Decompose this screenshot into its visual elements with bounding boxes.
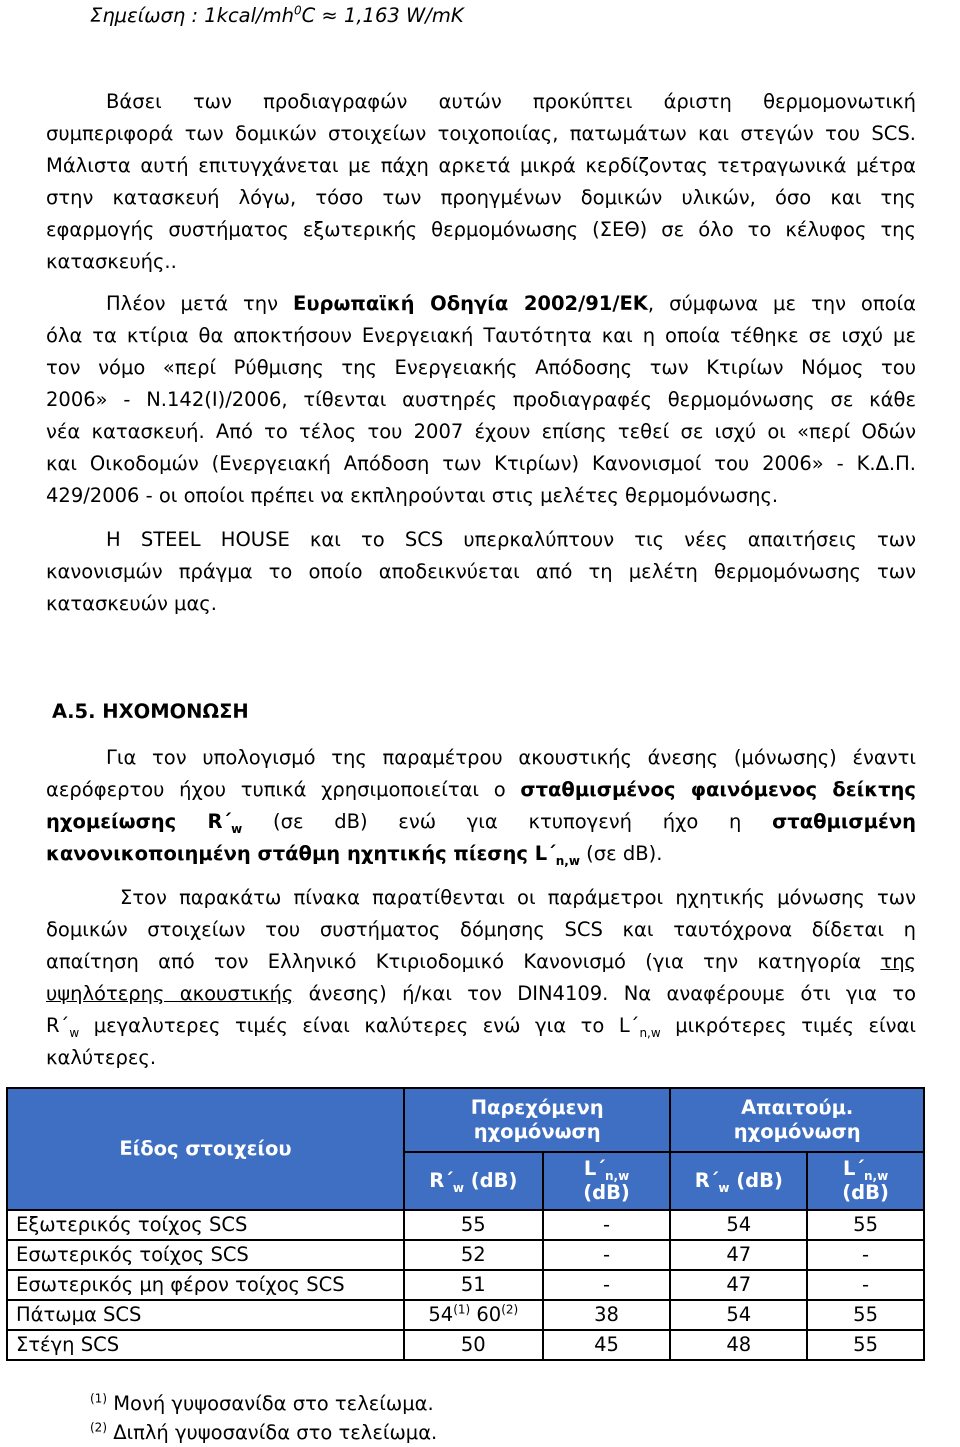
para2-line3: τον νόμο «περί Ρύθμισης της Ενεργειακής Απόδοσης των Κτιρίων Νόμος του	[46, 356, 916, 379]
section-heading: Α.5. ΗΧΟΜΟΝΩΣΗ	[52, 700, 249, 723]
para2-line5: νέα κατασκευή. Από το τέλος του 2007 έχουν επίσης τεθεί σε ισχύ οι «περί Οδών	[46, 420, 916, 443]
header-required: Απαιτούμ. ηχομόνωση	[670, 1088, 924, 1152]
header-provided-lnw: $L΄_{n,w}$ (dB)	[543, 1152, 671, 1210]
para5-line4: υψηλότερης ακουστικής άνεσης) ή/και τον DIN4109. Να αναφέρουμε ότι για το	[46, 982, 916, 1005]
header-provided: Παρεχόμενη ηχομόνωση	[404, 1088, 671, 1152]
para2-line4: 2006» - Ν.142(Ι)/2006, τίθενται αυστηρές προδιαγραφές θερμομόνωσης σε κάθε	[46, 388, 916, 411]
para5-line6: καλύτερες.	[46, 1046, 157, 1069]
para5-line1: Στον παρακάτω πίνακα παρατίθενται οι παράμετροι ηχητικής μόνωσης των	[120, 886, 916, 909]
footnote-2: $^{(2)}$ Διπλή γυψοσανίδα στο τελείωμα.	[90, 1420, 438, 1444]
table-row: Εξωτερικός τοίχος SCS 55 - 54 55	[7, 1210, 924, 1240]
table-row: Πάτωμα SCS 54$^{(1)}$ 60$^{(2)}$ 38 54 55	[7, 1300, 924, 1330]
para1-line4: στην κατασκευή λόγω, τόσο των προηγμένων δομικών υλικών, όσο και της	[46, 186, 916, 209]
sound-insulation-table	[6, 1087, 925, 1361]
para5-line3: απαίτηση από τον Ελληνικό Κτιριοδομικό Κανονισμό (για την κατηγορία της	[46, 950, 916, 973]
footnote-1: $^{(1)}$ Μονή γυψοσανίδα στο τελείωμα.	[90, 1391, 434, 1415]
para1-line1: Βάσει των προδιαγραφών αυτών προκύπτει άριστη θερμομονωτική	[106, 90, 916, 113]
para1-line3: Μάλιστα αυτή επιτυγχάνεται με πάχη αρκετά μικρά κερδίζοντας τετραγωνικά μέτρα	[46, 154, 916, 177]
para4-line1: Για τον υπολογισμό της παραμέτρου ακουστικής άνεσης (μόνωσης) έναντι	[106, 746, 916, 769]
para3-line3: κατασκευών μας.	[46, 592, 217, 615]
header-required-lnw: $L΄_{n,w}$ (dB)	[807, 1152, 924, 1210]
para5-line2: δομικών στοιχείων του συστήματος δόμησης SCS και ταυτόχρονα δίδεται η	[46, 918, 916, 941]
para4-line3: ηχομείωσης $R΄_w$ (σε dB) ενώ για κτυπογενή ήχο η σταθμισμένη	[46, 810, 916, 836]
para1-line2: συμπεριφορά των δομικών στοιχείων τοιχοποιίας, πατωμάτων και στεγών του SCS.	[46, 122, 916, 145]
para3-line1: Η STEEL HOUSE και το SCS υπερκαλύπτουν τις νέες απαιτήσεις των	[106, 528, 916, 551]
para2-line7: 429/2006 - οι οποίοι πρέπει να εκπληρούνται στις μελέτες θερμομόνωσης.	[46, 484, 779, 507]
para2-line2: όλα τα κτίρια θα αποκτήσουν Ενεργειακή Ταυτότητα και η οποία τέθηκε σε ισχύ με	[46, 324, 916, 347]
header-element-type: Είδος στοιχείου	[7, 1088, 404, 1210]
header-required-rw: $R΄_w$ (dB)	[670, 1152, 807, 1210]
header-provided-rw: $R΄_w$ (dB)	[404, 1152, 543, 1210]
para2-line1: Πλέον μετά την Ευρωπαϊκή Οδηγία 2002/91/ΕΚ, σύμφωνα με την οποία	[106, 292, 916, 315]
para4-line2: αερόφερτου ήχου τυπικά χρησιμοποιείται ο σταθμισμένος φαινόμενος δείκτης	[46, 778, 916, 801]
para3-line2: κανονισμών πράγμα το οποίο αποδεικνύεται από τη μελέτη θερμομόνωσης των	[46, 560, 916, 583]
para2-line6: και Οικοδομών (Ενεργειακή Απόδοση των Κτιρίων) Κανονισμοί του 2006» - Κ.Δ.Π.	[46, 452, 916, 475]
para4-line4: κανονικοποιημένη στάθμη ηχητικής πίεσης $L΄_{n,w}$ (σε dB).	[46, 842, 663, 868]
table-row: Εσωτερικός τοίχος SCS 52 - 47 -	[7, 1240, 924, 1270]
table-row: Στέγη SCS 50 45 48 55	[7, 1330, 924, 1360]
para1-line6: κατασκευής..	[46, 250, 177, 273]
table-row: Εσωτερικός μη φέρον τοίχος SCS 51 - 47 -	[7, 1270, 924, 1300]
note-line: Σημείωση : $1kcal/mh^0C \approx 1,163$ W/mK	[90, 3, 464, 27]
para5-line5: $R΄_w$ μεγαλυτερες τιμές είναι καλύτερες ενώ για το $L΄_{n,w}$ μικρότερες τιμές είναι	[46, 1014, 916, 1040]
para1-line5: εφαρμογής συστήματος εξωτερικής θερμομόνωσης (ΣΕΘ) σε όλο το κέλυφος της	[46, 218, 916, 241]
